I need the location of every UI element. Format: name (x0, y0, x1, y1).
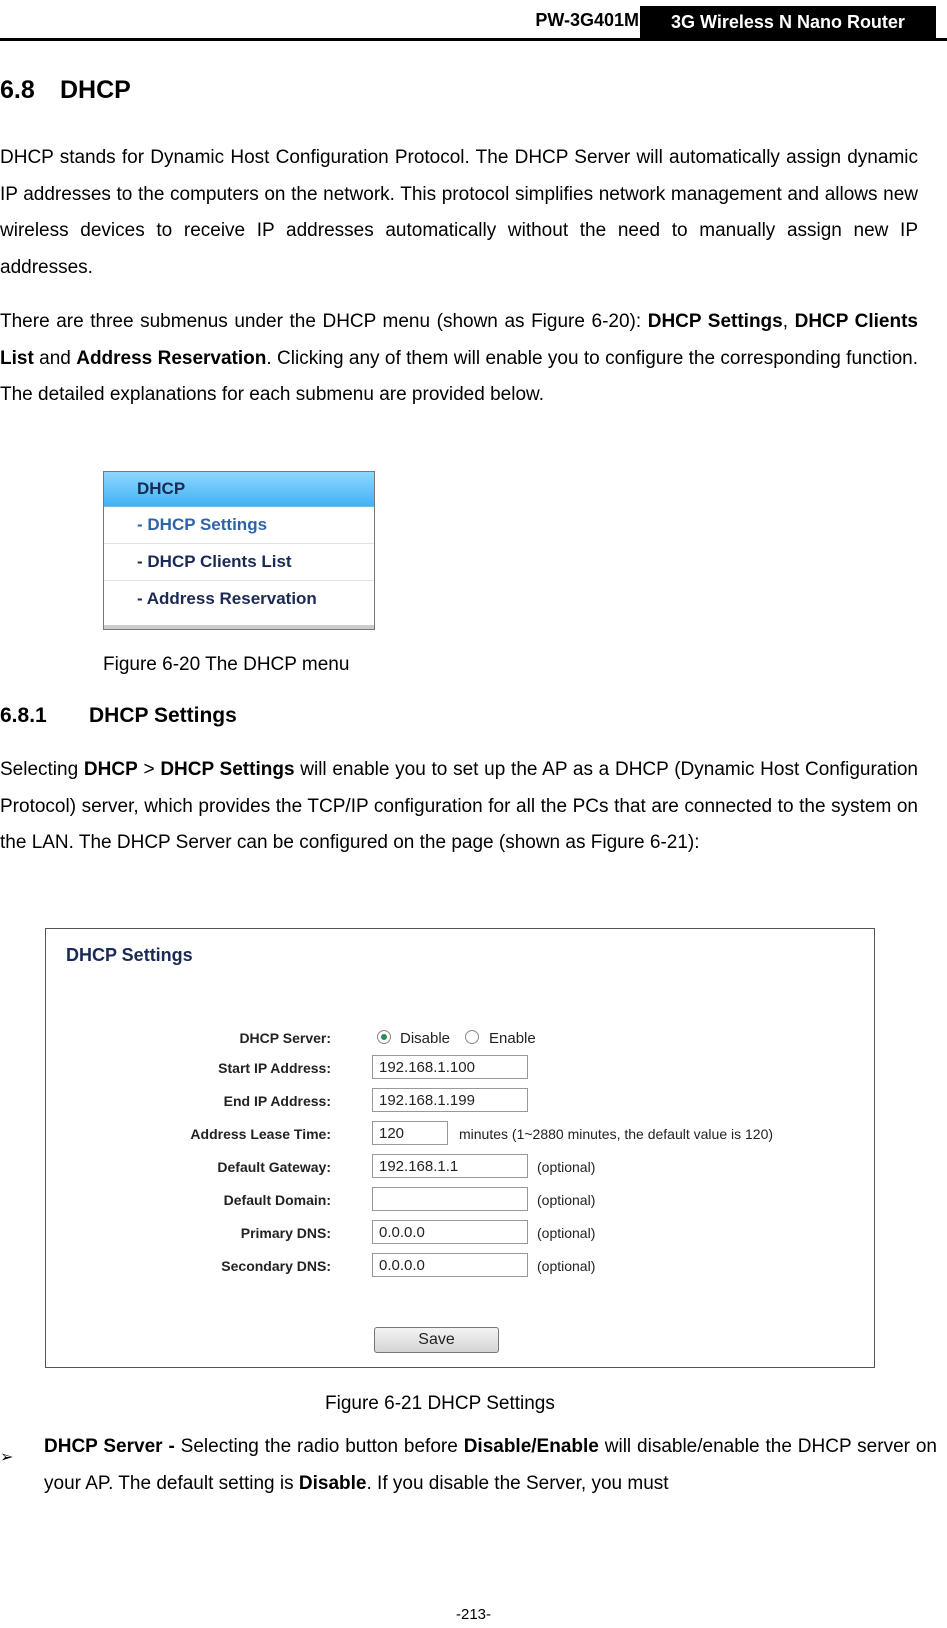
figure-6-20-caption: Figure 6-20 The DHCP menu (103, 654, 350, 675)
dhcp-settings-figure (45, 928, 875, 1368)
optional-note: (optional) (537, 1192, 596, 1208)
start-ip-input[interactable]: 192.168.1.100 (372, 1055, 528, 1079)
optional-note: (optional) (537, 1258, 596, 1274)
header-rule (0, 38, 947, 41)
default-gateway-row (46, 1154, 874, 1182)
section-heading (0, 76, 131, 105)
intro-paragraph: DHCP stands for Dynamic Host Configuration Protocol. The DHCP Server will automatically assign dynamic IP addresses to the computers on the network. This protocol simplifies network management and allows new wireless devices to receive IP addresses automatically without the need to manually assign new IP addresses. (0, 147, 918, 278)
default-domain-row (46, 1187, 874, 1215)
primary-dns-row (46, 1220, 874, 1248)
start-ip-row (46, 1055, 874, 1083)
bold-dhcp-clients-list: DHCP Clients List (0, 311, 919, 369)
secondary-dns-row (46, 1253, 874, 1281)
text-span: , (782, 311, 795, 332)
dhcp-server-bullet (44, 1429, 937, 1502)
lease-time-input[interactable]: 120 (372, 1121, 448, 1145)
dhcp-settings-paragraph (0, 752, 918, 862)
dhcp-server-row (46, 1025, 874, 1053)
end-ip-input[interactable]: 192.168.1.199 (372, 1088, 528, 1112)
menu-header-dhcp[interactable]: DHCP (104, 472, 374, 507)
text-span: will disable/enable the DHCP server on your AP. The default setting is (44, 1436, 937, 1494)
enable-radio-label: Enable (489, 1030, 536, 1047)
menu-item-address-reservation[interactable]: - Address Reservation (137, 589, 317, 608)
bold-dhcp: DHCP (83, 759, 138, 780)
subsection-heading (0, 704, 237, 728)
secondary-dns-label: Secondary DNS: (221, 1258, 331, 1274)
secondary-dns-input[interactable]: 0.0.0.0 (372, 1253, 528, 1277)
disable-radio[interactable] (377, 1030, 391, 1044)
primary-dns-input[interactable]: 0.0.0.0 (372, 1220, 528, 1244)
submenu-paragraph (0, 304, 918, 414)
lease-time-note: minutes (1~2880 minutes, the default value is 120) (459, 1126, 774, 1142)
text-span: Selecting (0, 759, 84, 780)
default-domain-label: Default Domain: (223, 1192, 331, 1208)
start-ip-label: Start IP Address: (218, 1060, 331, 1076)
text-span: > (137, 759, 161, 780)
enable-radio[interactable] (465, 1030, 479, 1044)
end-ip-label: End IP Address: (223, 1093, 331, 1109)
section-number: 6.8 (0, 76, 35, 104)
text-span: There are three submenus under the DHCP menu (shown as Figure 6-20): (0, 311, 648, 332)
bold-dhcp-settings: DHCP Settings (160, 759, 295, 780)
bold-disable-enable: Disable/Enable (463, 1436, 599, 1457)
bold-dhcp-server: DHCP Server - (44, 1436, 175, 1457)
text-span: will enable you to set up the AP as a DHCP (Dynamic Host Configuration Protocol) server, which provides the TCP/IP configuration for all the PCs that are connected to the system on the LAN. The DHCP Server can be configured on the page (shown as Figure 6-21): (0, 759, 918, 853)
text-span: . If you disable the Server, you must (366, 1472, 669, 1494)
bold-address-reservation: Address Reservation (76, 347, 267, 369)
default-gateway-label: Default Gateway: (217, 1159, 331, 1175)
bold-dhcp-settings: DHCP Settings (647, 311, 783, 332)
bold-disable: Disable (298, 1472, 367, 1494)
default-gateway-input[interactable]: 192.168.1.1 (372, 1154, 528, 1178)
dhcp-server-label: DHCP Server: (239, 1030, 331, 1046)
optional-note: (optional) (537, 1159, 596, 1175)
text-span: Selecting the radio button before (174, 1436, 464, 1457)
menu-item-dhcp-settings[interactable]: - DHCP Settings (104, 507, 374, 544)
bullet-arrow-icon: ➢ (0, 1449, 14, 1466)
page-header (0, 0, 947, 44)
section-title: DHCP (60, 76, 131, 104)
subsection-number: 6.8.1 (0, 704, 47, 727)
menu-bottom-bar (104, 625, 374, 629)
dhcp-menu-figure (103, 471, 375, 630)
header-title: 3G Wireless N Nano Router (640, 6, 936, 38)
optional-note: (optional) (537, 1225, 596, 1241)
primary-dns-label: Primary DNS: (240, 1225, 331, 1241)
figure-6-21-caption: Figure 6-21 DHCP Settings (325, 1393, 555, 1414)
menu-item-dhcp-clients-list[interactable]: - DHCP Clients List (104, 544, 374, 581)
settings-title: DHCP Settings (66, 945, 193, 965)
lease-time-label: Address Lease Time: (190, 1126, 331, 1142)
lease-time-row (46, 1121, 874, 1149)
save-button[interactable]: Save (374, 1327, 499, 1353)
end-ip-row (46, 1088, 874, 1116)
text-span: and (33, 347, 77, 369)
subsection-title: DHCP Settings (89, 704, 237, 727)
default-domain-input[interactable] (372, 1187, 528, 1211)
header-model: PW-3G401M (535, 10, 639, 30)
text-span: . Clicking any of them will enable you to configure the corresponding function. The detailed explanations for each submenu are provided below. (0, 347, 919, 405)
disable-radio-label: Disable (400, 1030, 451, 1047)
page-number: -213- (455, 1606, 492, 1623)
